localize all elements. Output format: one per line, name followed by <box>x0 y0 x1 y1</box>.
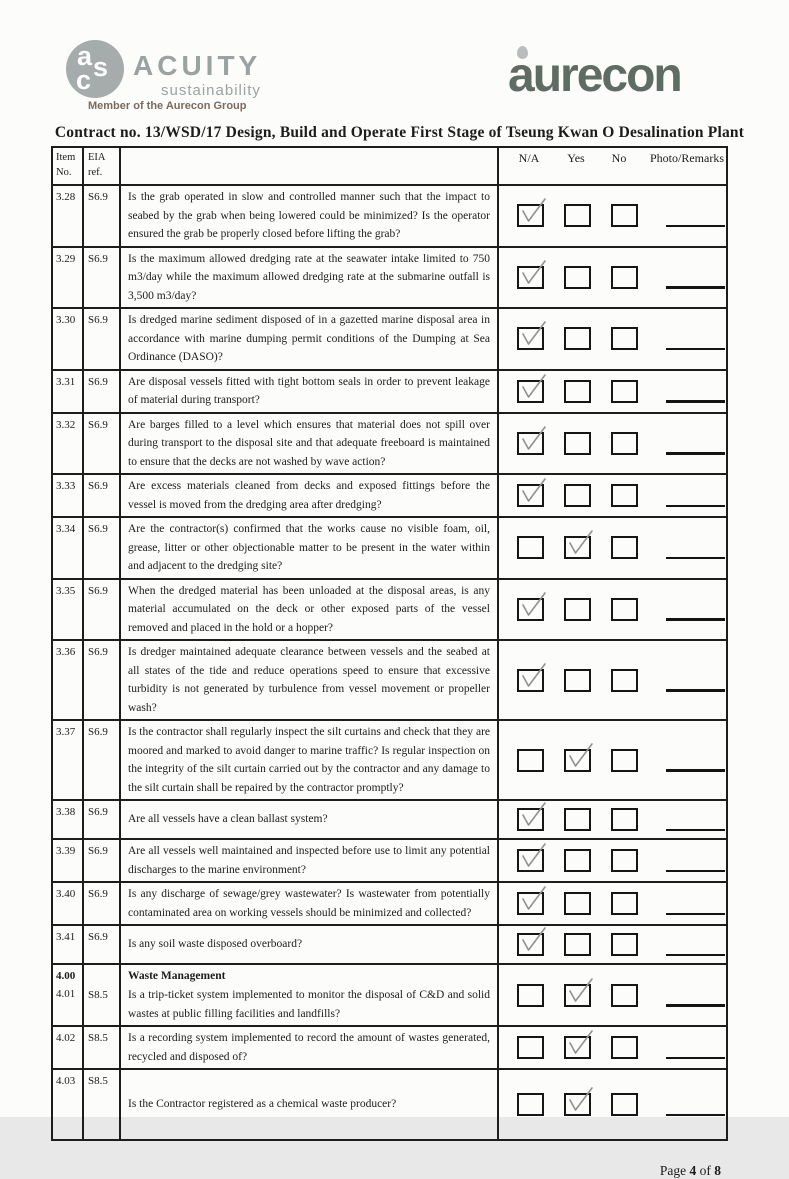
answer-boxes <box>499 204 726 227</box>
col-header-question <box>121 148 499 184</box>
checkbox-na[interactable] <box>517 380 544 403</box>
remarks-line[interactable] <box>666 557 725 560</box>
answer-boxes <box>499 669 726 692</box>
eia-ref: S6.9 <box>88 418 108 431</box>
checkbox-no[interactable] <box>611 598 638 621</box>
checkbox-yes[interactable] <box>564 598 591 621</box>
eia-ref: S6.9 <box>88 888 108 900</box>
answer-boxes <box>499 484 726 507</box>
table-row <box>53 799 726 838</box>
table-row <box>53 246 726 308</box>
question-text: Is any soil waste disposed overboard? <box>128 938 303 951</box>
acuity-monogram-icon <box>66 40 124 98</box>
checkbox-na[interactable] <box>517 432 544 455</box>
checkbox-na[interactable] <box>517 266 544 289</box>
eia-ref: S6.9 <box>88 480 108 492</box>
checkbox-no[interactable] <box>611 327 638 350</box>
checkbox-yes[interactable] <box>564 984 591 1007</box>
remarks-line[interactable] <box>666 225 725 228</box>
checkbox-na[interactable] <box>517 1036 544 1059</box>
check-mark-icon <box>518 373 549 404</box>
remarks-line[interactable] <box>666 452 725 455</box>
remarks-line[interactable] <box>666 618 725 621</box>
check-mark-icon <box>565 1086 596 1117</box>
answer-boxes <box>499 933 726 956</box>
acuity-logo-text: ACUITY <box>133 50 262 81</box>
question-text: Are excess materials cleaned from decks and exposed fittings before the vessel is moved from the dredging area after dredging? <box>128 480 490 511</box>
checkbox-no[interactable] <box>611 432 638 455</box>
check-mark-icon <box>565 529 596 560</box>
check-mark-icon <box>518 425 549 456</box>
check-mark-icon <box>518 259 549 290</box>
item-no: 3.32 <box>56 418 76 431</box>
eia-ref: S6.9 <box>88 252 108 265</box>
page-total: 8 <box>714 1163 721 1178</box>
eia-ref-spacer <box>88 967 118 986</box>
checkbox-na[interactable] <box>517 892 544 915</box>
eia-ref: S6.9 <box>88 523 108 535</box>
col-header-no: No <box>611 151 627 165</box>
col-header-remarks: Photo/Remarks <box>650 151 724 165</box>
remarks-line[interactable] <box>666 286 725 289</box>
checkbox-no[interactable] <box>611 669 638 692</box>
table-row <box>53 473 726 516</box>
remarks-line[interactable] <box>666 954 725 957</box>
table-row <box>53 924 726 963</box>
checkbox-no[interactable] <box>611 892 638 915</box>
checkbox-no[interactable] <box>611 1093 638 1116</box>
question-text: Are all vessels have a clean ballast system? <box>128 813 328 826</box>
table-row <box>53 369 726 412</box>
question-text: Is the contractor shall regularly inspect the silt curtains and check that they are moored and marked to avoid danger to marine traffic? Is regular inspection on the integrity of the silt curtain carried out by the contractor and any damage to the silt curtain shall be repaired by the contractor promptly? <box>128 726 490 794</box>
remarks-line[interactable] <box>666 348 725 351</box>
checkbox-yes[interactable] <box>564 266 591 289</box>
item-no: 3.36 <box>56 646 76 658</box>
page-label: Page <box>659 1163 687 1178</box>
item-no: 3.31 <box>56 375 76 388</box>
col-header-yes: Yes <box>567 151 585 165</box>
answer-boxes <box>499 327 726 350</box>
item-no: 3.35 <box>56 584 76 597</box>
item-no: 4.03 <box>56 1075 76 1087</box>
question-text: Are the contractor(s) confirmed that the works cause no visible foam, oil, grease, litter or other objectionable matter to be present in the water within and adjacent to the dredging site? <box>128 523 490 572</box>
checkbox-yes[interactable] <box>564 380 591 403</box>
table-row <box>53 184 726 246</box>
check-mark-icon <box>518 662 549 693</box>
checkbox-na[interactable] <box>517 849 544 872</box>
eia-ref: S6.9 <box>88 931 108 943</box>
remarks-line[interactable] <box>666 769 725 772</box>
checkbox-no[interactable] <box>611 984 638 1007</box>
question-text: Is the maximum allowed dredging rate at the seawater intake limited to 750 m3/day while the maximum allowed dredging rate at the submarine outfall is 3,500 m3/day? <box>128 252 490 302</box>
question-text: Is a trip-ticket system implemented to monitor the disposal of C&D and solid wastes at public filling facilities and landfills? <box>128 989 490 1020</box>
check-mark-icon <box>518 197 549 228</box>
table-row <box>53 307 726 369</box>
checkbox-yes[interactable] <box>564 669 591 692</box>
table-header-row <box>53 148 726 184</box>
eia-ref: S6.9 <box>88 646 108 658</box>
eia-ref: S8.5 <box>88 989 108 1001</box>
remarks-line[interactable] <box>666 1004 725 1007</box>
checkbox-yes[interactable] <box>564 327 591 350</box>
check-mark-icon <box>518 926 549 957</box>
item-no: 3.38 <box>56 806 76 818</box>
checkbox-yes[interactable] <box>564 933 591 956</box>
section-title: Waste Management <box>128 970 226 982</box>
table-row <box>53 578 726 640</box>
checkbox-yes[interactable] <box>564 892 591 915</box>
col-header-na: N/A <box>518 151 540 165</box>
answer-boxes <box>499 1093 726 1116</box>
check-mark-icon <box>518 842 549 873</box>
page-num: 4 <box>689 1163 697 1178</box>
checkbox-yes[interactable] <box>564 849 591 872</box>
checkbox-na[interactable] <box>517 1093 544 1116</box>
question-text: When the dredged material has been unloaded at the disposal areas, is any material accumulated on the deck or other exposed parts of the vessel removed and placed in the hold or a hopper? <box>128 584 490 634</box>
table-row <box>53 719 726 799</box>
item-no: 3.30 <box>56 314 76 326</box>
item-no: 3.41 <box>56 931 76 943</box>
header <box>0 0 789 122</box>
question-text: Are disposal vessels fitted with tight bottom seals in order to prevent leakage of material during transport? <box>128 375 490 406</box>
document-title: Contract no. 13/WSD/17 Design, Build and Operate First Stage of Tseung Kwan O Desalination Plant <box>54 124 745 141</box>
checkbox-no[interactable] <box>611 1036 638 1059</box>
question-text: Is any discharge of sewage/grey wastewater? Is wastewater from potentially contaminated area on working vessels should be minimized and collected? <box>128 888 490 919</box>
checkbox-yes[interactable] <box>564 1036 591 1059</box>
answer-boxes <box>499 1036 726 1059</box>
table-row <box>53 1068 726 1139</box>
item-no: 3.33 <box>56 480 76 492</box>
question-text: Is dredged marine sediment disposed of in a gazetted marine disposal area in accordance with marine dumping permit conditions of the Dumping at Sea Ordinance (DASO)? <box>128 314 490 363</box>
answer-boxes <box>499 808 726 831</box>
checkbox-na[interactable] <box>517 933 544 956</box>
item-no: 3.34 <box>56 523 76 535</box>
checkbox-na[interactable] <box>517 536 544 559</box>
checkbox-na[interactable] <box>517 669 544 692</box>
checkbox-yes[interactable] <box>564 432 591 455</box>
table-row <box>53 516 726 578</box>
acuity-tagline: sustainability <box>161 82 261 99</box>
remarks-line[interactable] <box>666 505 725 508</box>
remarks-line[interactable] <box>666 1057 725 1060</box>
check-mark-icon <box>518 320 549 351</box>
remarks-line[interactable] <box>666 870 725 873</box>
answer-boxes <box>499 266 726 289</box>
monogram-letter: c <box>76 65 92 95</box>
remarks-line[interactable] <box>666 913 725 916</box>
answer-boxes <box>499 984 726 1007</box>
item-no: 3.39 <box>56 845 76 857</box>
checkbox-yes[interactable] <box>564 1093 591 1116</box>
eia-ref: S6.9 <box>88 314 108 326</box>
monogram-letter: a <box>77 41 93 71</box>
check-mark-icon <box>518 477 549 508</box>
remarks-line[interactable] <box>666 689 725 692</box>
question-text: Is the Contractor registered as a chemical waste producer? <box>128 1098 397 1111</box>
table-row <box>53 963 726 1025</box>
item-no: 3.29 <box>56 252 76 265</box>
table-row <box>53 881 726 924</box>
col-header-item-no: Item No. <box>53 148 84 184</box>
page-number <box>0 1163 789 1179</box>
checkbox-na[interactable] <box>517 204 544 227</box>
aurecon-logo-text: aurecon <box>508 49 681 102</box>
checkbox-na[interactable] <box>517 808 544 831</box>
checkbox-na[interactable] <box>517 327 544 350</box>
remarks-line[interactable] <box>666 1114 725 1117</box>
check-mark-icon <box>565 1029 596 1060</box>
acuity-member-line: Member of the Aurecon Group <box>88 100 247 112</box>
section-item-no: 4.00 <box>56 970 76 982</box>
check-mark-icon <box>565 742 596 773</box>
item-no: 4.02 <box>56 1032 76 1044</box>
col-header-eia-ref: EIA ref. <box>84 148 121 184</box>
check-mark-icon <box>565 977 596 1008</box>
remarks-line[interactable] <box>666 829 725 832</box>
checkbox-na[interactable] <box>517 598 544 621</box>
eia-ref: S6.9 <box>88 845 108 857</box>
checkbox-no[interactable] <box>611 380 638 403</box>
eia-ref: S6.9 <box>88 375 108 388</box>
checkbox-yes[interactable] <box>564 536 591 559</box>
checkbox-no[interactable] <box>611 849 638 872</box>
check-mark-icon <box>518 591 549 622</box>
eia-ref: S6.9 <box>88 726 108 738</box>
checkbox-no[interactable] <box>611 933 638 956</box>
question-text: Is dredger maintained adequate clearance between vessels and the seabed at all states of the tide and reduce operations speed to ensure that excessive turbidity is not generated by turbulence from vessel movement or propeller wash? <box>128 646 490 714</box>
page-of: of <box>699 1163 711 1178</box>
item-no: 3.28 <box>56 191 76 203</box>
question-text: Is a recording system implemented to record the amount of wastes generated, recycled and disposed of? <box>128 1032 490 1063</box>
question-text: Are all vessels well maintained and inspected before use to limit any potential discharges to the marine environment? <box>128 845 490 876</box>
checklist-table <box>51 146 728 1141</box>
eia-ref: S8.5 <box>88 1032 108 1044</box>
checkbox-yes[interactable] <box>564 749 591 772</box>
answer-boxes <box>499 536 726 559</box>
check-mark-icon <box>518 885 549 916</box>
check-mark-icon <box>518 801 549 832</box>
question-text: Is the grab operated in slow and controlled manner such that the impact to seabed by the grab when being lowered could be minimized? Is the operator ensured the grab be properly closed before lifting the grab? <box>128 191 490 240</box>
checkbox-no[interactable] <box>611 536 638 559</box>
item-no: 3.37 <box>56 726 76 738</box>
checkbox-yes[interactable] <box>564 204 591 227</box>
checkbox-yes[interactable] <box>564 808 591 831</box>
table-row <box>53 838 726 881</box>
checkbox-no[interactable] <box>611 204 638 227</box>
table-row <box>53 1025 726 1068</box>
answer-boxes <box>499 749 726 772</box>
checkbox-no[interactable] <box>611 808 638 831</box>
checkbox-no[interactable] <box>611 266 638 289</box>
eia-ref: S6.9 <box>88 191 108 203</box>
eia-ref: S6.9 <box>88 806 108 818</box>
item-no: 4.01 <box>56 988 76 1000</box>
table-row <box>53 412 726 474</box>
monogram-letter: s <box>93 52 109 82</box>
checkbox-no[interactable] <box>611 749 638 772</box>
checkbox-no[interactable] <box>611 484 638 507</box>
answer-boxes <box>499 892 726 915</box>
checkbox-na[interactable] <box>517 749 544 772</box>
checkbox-yes[interactable] <box>564 484 591 507</box>
remarks-line[interactable] <box>666 400 725 403</box>
answer-boxes <box>499 380 726 403</box>
col-header-answers <box>499 148 726 184</box>
eia-ref: S6.9 <box>88 584 108 597</box>
question-text: Are barges filled to a level which ensures that material does not spill over during transport to the disposal site and that adequate freeboard is maintained to ensure that the decks are not washed by wave action? <box>128 418 490 468</box>
eia-ref: S8.5 <box>88 1075 108 1087</box>
answer-boxes <box>499 432 726 455</box>
answer-boxes <box>499 849 726 872</box>
table-row <box>53 639 726 719</box>
checkbox-na[interactable] <box>517 484 544 507</box>
checkbox-na[interactable] <box>517 984 544 1007</box>
item-no: 3.40 <box>56 888 76 900</box>
answer-boxes <box>499 598 726 621</box>
